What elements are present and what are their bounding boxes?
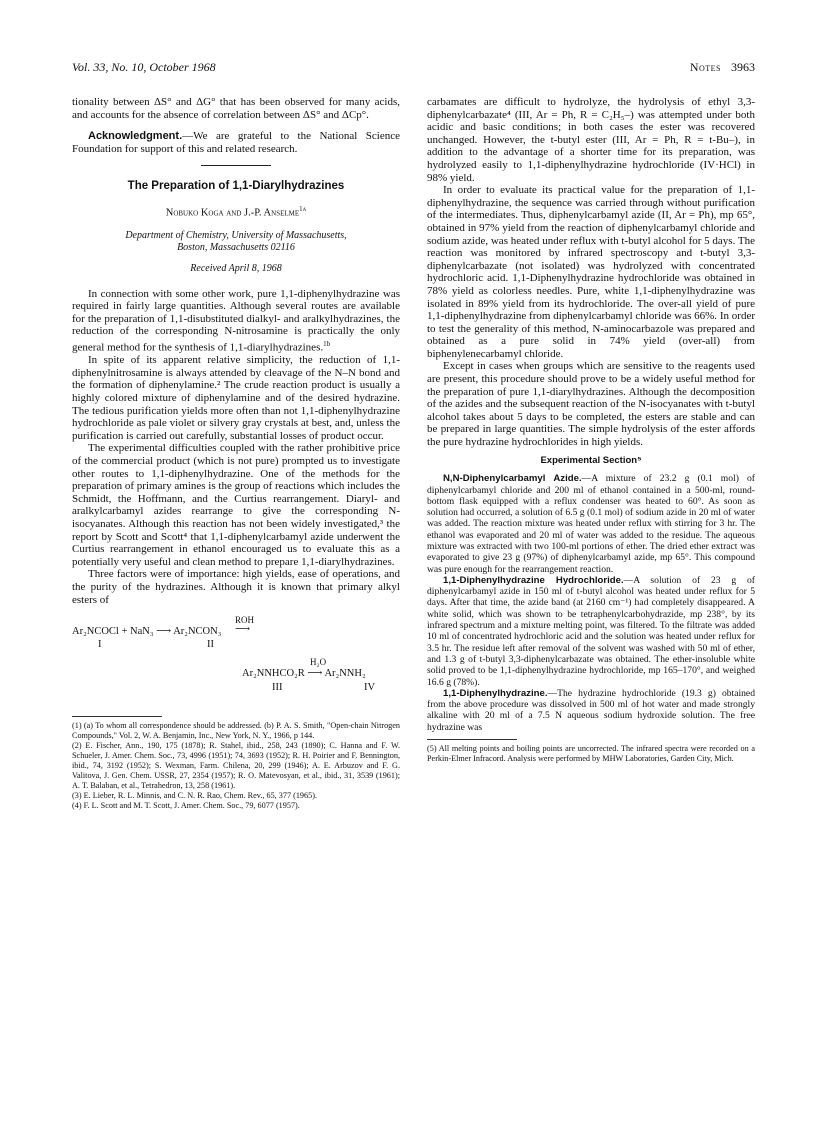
- journal-volume: Vol. 33, No. 10, October 1968: [72, 60, 216, 74]
- footnote-mark-1b: 1b: [323, 340, 331, 349]
- scheme-arrow: ⟶: [235, 624, 251, 636]
- footnote-5: (5) All melting points and boiling points are uncorrected. The infrared spectra were recorded on a Perkin-Elmer Infracord. Analysis were performed by MHW Laboratories, Garden City, Mich.: [427, 744, 755, 764]
- section-name: Notes: [689, 60, 721, 74]
- journal-page: [72, 60, 755, 1130]
- reaction-scheme: [72, 614, 400, 710]
- affiliation: [72, 230, 400, 253]
- experimental-hydrochloride-text: —A solution of 23 g of diphenylcarbamyl azide in 150 ml of t-butyl alcohol was heated under reflux for 5 days. After that time, the azide band (at 2160 cm⁻¹) had completely disappeared. A white solid, which was shown to be tetraphenylcarbohydrazide, mp 238°, by its infrared spectrum and a mixture melting point, was filtered. To the filtrate was added 10 ml of concentrated hydrochloric acid and the solution was heated under reflux for 3.5 hr. The residue left after removal of the solvent was washed with 50 ml of ether, and 1.3 g of t-butyl 3,3-diphenylcarbazate was obtained. The ether-insoluble white solid proved to be 1,1-diphenylhydrazine hydrochloride, mp 165–170°, and weighed 16.6 g (78%).: [427, 574, 755, 688]
- page-number: 3963: [731, 60, 755, 74]
- footnote-4: (4) F. L. Scott and M. T. Scott, J. Amer. Chem. Soc., 79, 6077 (1957).: [72, 801, 300, 811]
- scheme-h2o: H₂O: [310, 657, 327, 668]
- experimental-hydrochloride: [427, 575, 755, 688]
- footnote-divider: [72, 716, 162, 717]
- compound-label-III: III: [272, 682, 283, 694]
- experimental-hydrazine: [427, 688, 755, 733]
- running-header: [72, 60, 755, 80]
- experimental-hydrazine-heading: 1,1-Diphenylhydrazine.: [443, 687, 548, 699]
- article-authors: [72, 203, 400, 220]
- continued-paragraph: tionality between ΔS° and ΔG° that has been observed for many acids, and accounts for the absence of correlation between ΔS° and ΔCp°.: [72, 96, 400, 121]
- paragraph-intro: [72, 288, 400, 355]
- acknowledgment: [72, 130, 400, 155]
- compound-label-II: II: [207, 639, 214, 651]
- section-divider: [201, 165, 271, 166]
- footnote-1: (1) (a) To whom all correspondence should be addressed. (b) P. A. S. Smith, "Open-chain Nitrogen Compounds," Vol. 2, W. A. Benjamin, Inc., New York, N. Y., 1966, p 144.: [72, 721, 400, 741]
- scheme-line-1: Ar₂NCOCl + NaN₃ ⟶ Ar₂NCON₃: [72, 626, 222, 638]
- right-paragraph-2: In order to evaluate its practical value for the preparation of 1,1-diphenylhydrazine, the sequence was carried through without purification of the intermediates. Thus, diphenylcarbamyl azide (II, Ar = Ph), mp 65°, obtained in 97% yield from the reaction of diphenylcarbamyl chloride and sodium azide, was heated under reflux with t-butyl alcohol for 5 days. The reaction was monitored by infrared spectroscopy and t-butyl 3,3-diphenylcarbazate (not isolated) was hydrolyzed with concentrated hydrochloric acid. 1,1-Diphenylhydrazine hydrochloride was obtained in 78% yield as colorless needles. Pure, white 1,1-diphenylhydrazine was isolated in 89% yield from its hydrochloride. The over-all yield of pure 1,1-diphenylhydrazine from diphenylcarbamyl chloride was 66%. In order to test the generality of this method, N-aminocarbazole was prepared and obtained as a pure solid in 74% yield (over-all) from biphenylenecarbamyl chloride.: [427, 184, 755, 360]
- experimental-azide-heading: N,N-Diphenylcarbamyl Azide.: [443, 473, 582, 485]
- header-right: [690, 60, 755, 75]
- received-date: Received April 8, 1968: [190, 263, 282, 275]
- paragraph-4: Three factors were of importance: high yields, ease of operations, and the purity of the hydrazines. Although it is known that primary alkyl esters of: [72, 568, 400, 606]
- footnote-3: (3) E. Lieber, R. L. Minnis, and C. N. R. Rao, Chem. Rev., 65, 377 (1965).: [72, 791, 317, 801]
- paragraph-3: The experimental difficulties coupled with the rather prohibitive price of the commercial product (which is not pure) prompted us to investigate other routes to 1,1-diphenylhydrazine. One of the methods for the preparation of primary amines is the group of reactions which includes the Schmidt, the Hoffmann, and the Curtius rearrangement. Diaryl- and aralkylcarbamyl azides rearrange to give the corresponding N-isocyanates. Although this reaction has not been widely investigated,³ the report by Scott and Scott⁴ that 1,1-diphenylcarbamyl azide underwent the Curtius rearrangement in ethanol encouraged us to evaluate this as a potentially very useful and clean method to prepare 1,1-diarylhydrazines.: [72, 442, 400, 568]
- right-column: [427, 96, 755, 764]
- experimental-azide: [427, 473, 755, 575]
- footnote-divider-right: [427, 739, 517, 740]
- paragraph-2: In spite of its apparent relative simplicity, the reduction of 1,1-diphenylnitrosamine is always attended by cleavage of the N–N bond and the formation of diphenylamine.² The crude reaction product is usually a highly colored mixture of diphenylamine and of the desired hydrazine. The tedious purification yields more often than not 1,1-diphenylhydrazine hydrochloride as pale violet or silvery gray crystals at best, and, unless the purification is carried out carefully, substantial losses of product occur.: [72, 354, 400, 442]
- article-title: The Preparation of 1,1-Diarylhydrazines: [127, 180, 345, 193]
- affiliation-line-2: Boston, Massachusetts 02116: [177, 241, 295, 253]
- authors-footnote-mark: 1a: [299, 204, 307, 213]
- compound-label-IV: IV: [364, 682, 376, 694]
- right-paragraph-3: Except in cases when groups which are sensitive to the reagents used are present, this procedure should prove to be a widely useful method for the preparation of pure 1,1-diarylhydrazines. Although the decomposition of the azides and the subsequent reaction of the N-isocyanates with t-butyl alcohol takes about 5 days to be completed, the esters are stable and can be prepared in large quantities. The simple hydrolysis of the ester affords the pure hydrazine hydrochlorides in high yields.: [427, 360, 755, 449]
- acknowledgment-heading: Acknowledgment.: [88, 130, 183, 143]
- experimental-hydrochloride-heading: 1,1-Diphenylhydrazine Hydrochloride.: [443, 574, 624, 586]
- acknowledgment-text: —We are grateful to the National Science Foundation for support of this and related research.: [72, 130, 400, 155]
- compound-label-I: I: [98, 639, 102, 651]
- experimental-heading: Experimental Section⁵: [540, 454, 642, 466]
- right-paragraph-1: carbamates are difficult to hydrolyze, the hydrolysis of ethyl 3,3-diphenylcarbazate⁴ (III, Ar = Ph, R = C₂H₅–) was attempted under both acidic and basic conditions; in both cases the ester was recovered unchanged. However, the t-butyl ester (III, Ar = Ph, R = t-Bu–), in addition to the advantage of a shorter time for its preparation, was hydrolyzed easily to 1,1-diphenylhydrazine hydrochloride (IV·HCl) in 98% yield.: [427, 96, 755, 184]
- footnote-2: (2) E. Fischer, Ann., 190, 175 (1878); R. Stahel, ibid., 258, 243 (1890); C. Hanna and F. W. Schueler, J. Amer. Chem. Soc., 73, 4996 (1951); 74, 3693 (1952); R. H. Poirier and F. Bennington, ibid., 74, 3192 (1952); S. Wexman, Farm. Chilena, 20, 299 (1946); A. E. Arbuzov and F. G. Valitova, J. Gen. Chem. USSR, 27, 2354 (1957); R. O. Matevosyan, et al., ibid., 31, 3539 (1961); A. T. Balaban, et al., Tetrahedron, 13, 258 (1961).: [72, 741, 400, 791]
- paragraph-intro-text: In connection with some other work, pure 1,1-diphenylhydrazine was required in fairly large quantities. Although several routes are available for the preparation of 1,1-disubstituted dialkyl- and aralkylhydrazines, the reduction of the corresponding N-nitrosamine is practically the only general method for the synthesis of 1,1-diarylhydrazines.: [72, 287, 400, 354]
- authors-text: Nobuko Koga and J.-P. Anselme: [165, 207, 300, 219]
- experimental-azide-text: —A mixture of 23.2 g (0.1 mol) of diphenylcarbamyl chloride and 200 ml of ethanol contained in a 500-ml, round-bottom flask equipped with a reflux condenser was heated to 60°. As soon as solution had occurred, a solution of 6.5 g (0.1 mol) of sodium azide in 20 ml of water was added. The reaction mixture was heated under reflux with stirring for 3 hr. The ethanol was evaporated and 20 ml of water was added to the residue. The aqueous mixture was extracted with two 100-ml portions of ether. The dried ether extract was evaporated to give 23 g (97%) of diphenylcarbamyl azide, mp 65°. This compound was pure enough for the rearrangement reaction.: [427, 473, 756, 575]
- left-column: [72, 96, 400, 811]
- scheme-roh: ROH: [235, 615, 255, 626]
- affiliation-line-1: Department of Chemistry, University of Massachusetts,: [125, 230, 347, 242]
- experimental-hydrazine-text: —The hydrazine hydrochloride (19.3 g) obtained from the above procedure was dissolved in 500 ml of hot water and made strongly alkaline with 20 ml of a 7.5 N aqueous sodium hydroxide solution. The free hydrazine was: [427, 687, 755, 733]
- scheme-line-2: Ar₂NNHCO₂R ⟶ Ar₂NNH₂: [242, 668, 366, 680]
